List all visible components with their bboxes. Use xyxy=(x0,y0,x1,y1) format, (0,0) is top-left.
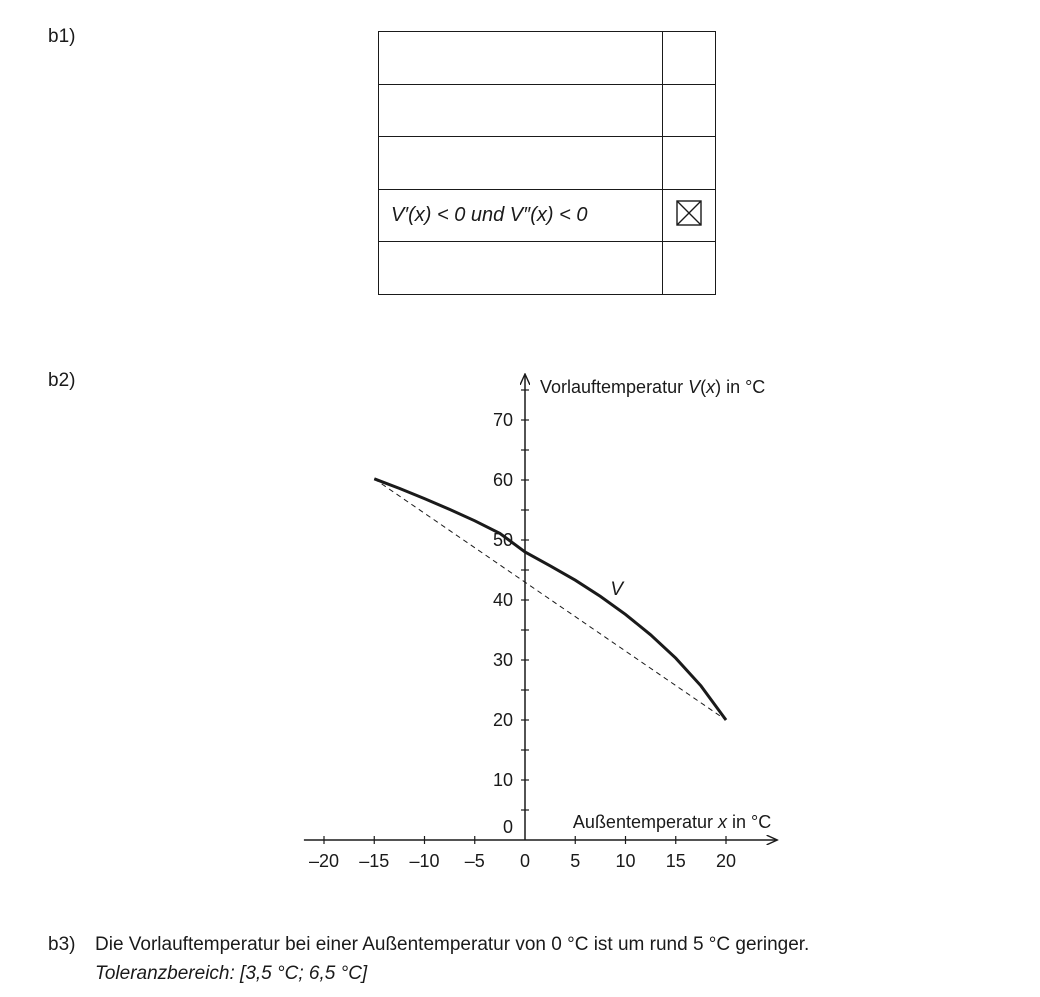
curve-label: V xyxy=(610,579,624,601)
task-label-b2: b2) xyxy=(48,370,76,391)
task-b3 xyxy=(48,930,809,988)
y-tick-label: 10 xyxy=(492,770,513,790)
x-tick-label: 15 xyxy=(665,851,686,871)
mc-option-text: V′(x) < 0 und V″(x) < 0 xyxy=(379,189,663,242)
y-tick-label: 70 xyxy=(492,410,513,430)
y-tick-label: 0 xyxy=(502,817,513,837)
b3-tolerance: Toleranzbereich: [3,5 °C; 6,5 °C] xyxy=(95,963,368,984)
x-axis-title: Außentemperatur x in °C xyxy=(572,812,772,832)
x-tick-label: 20 xyxy=(715,851,737,871)
x-tick-label: 10 xyxy=(615,851,636,871)
x-tick-label: –15 xyxy=(359,851,390,871)
b3-answer-text: Die Vorlauftemperatur bei einer Außentemperatur von 0 °C ist um rund 5 °C geringer. xyxy=(95,934,810,955)
x-tick-label: 5 xyxy=(570,851,581,871)
y-tick-label: 60 xyxy=(492,470,513,490)
x-tick-label: –20 xyxy=(308,851,340,871)
y-axis-title: Vorlauftemperatur V(x) in °C xyxy=(540,377,766,397)
y-tick-label: 50 xyxy=(492,530,513,550)
x-tick-label: 0 xyxy=(519,851,531,871)
y-tick-label: 30 xyxy=(492,650,513,670)
x-tick-label: –5 xyxy=(464,851,485,871)
secant-line xyxy=(374,479,726,720)
y-tick-label: 20 xyxy=(492,710,513,730)
task-label-b1: b1) xyxy=(48,26,76,47)
y-tick-label: 40 xyxy=(492,590,513,610)
b3-answer-line xyxy=(48,930,809,959)
x-tick-label: –10 xyxy=(409,851,440,871)
task-label-b3: b3) xyxy=(48,934,76,955)
